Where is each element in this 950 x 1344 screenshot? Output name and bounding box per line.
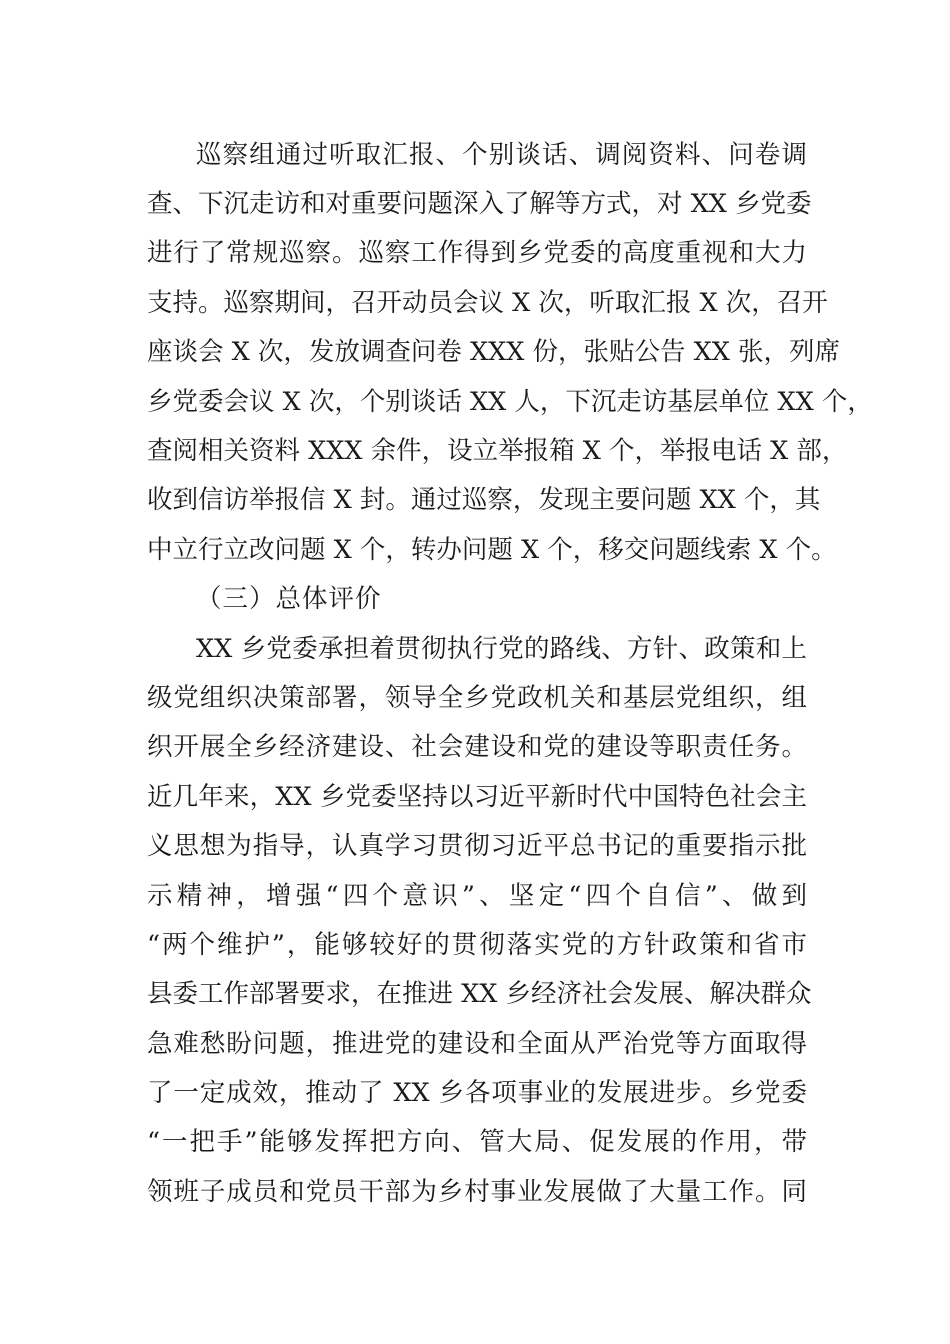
paragraph1-line-6: 乡党委会议 X 次，个别谈话 XX 人，下沉走访基层单位 XX 个， [147,387,873,417]
paragraph2-line-12: 领班子成员和党员干部为乡村事业发展做了大量工作。同 [147,1177,807,1207]
paragraph2-line-8: 县委工作部署要求，在推进 XX 乡经济社会发展、解决群众 [147,979,812,1009]
paragraph1-line-3: 进行了常规巡察。巡察工作得到乡党委的高度重视和大力 [147,238,807,268]
paragraph2-line-9: 急难愁盼问题，推进党的建设和全面从严治党等方面取得 [147,1029,807,1059]
paragraph1-line-2: 查、下沉走访和对重要问题深入了解等方式，对 XX 乡党委 [147,189,812,219]
paragraph2-line-1: XX 乡党委承担着贯彻执行党的路线、方针、政策和上 [196,634,807,664]
paragraph1-line-5: 座谈会 X 次，发放调查问卷 XXX 份，张贴公告 XX 张，列席 [147,337,841,367]
paragraph2-line-5: 义思想为指导，认真学习贯彻习近平总书记的重要指示批 [147,831,807,861]
paragraph1-line-8: 收到信访举报信 X 封。通过巡察，发现主要问题 XX 个，其 [147,485,821,515]
paragraph2-line-3: 织开展全乡经济建设、社会建设和党的建设等职责任务。 [147,732,807,762]
paragraph1-line-7: 查阅相关资料 XXX 余件，设立举报箱 X 个，举报电话 X 部， [147,436,848,466]
paragraph1-line-9: 中立行立改问题 X 个，转办问题 X 个，移交问题线索 X 个。 [147,535,837,565]
paragraph2-line-7: “两个维护”，能够较好的贯彻落实党的方针政策和省市 [147,930,807,960]
paragraph2-line-11: “一把手”能够发挥把方向、管大局、促发展的作用，带 [147,1127,807,1157]
section-heading: （三）总体评价 [196,584,382,614]
paragraph1-line-1: 巡察组通过听取汇报、个别谈话、调阅资料、问卷调 [196,140,807,170]
paragraph2-line-10: 了一定成效，推动了 XX 乡各项事业的发展进步。乡党委 [147,1078,807,1108]
paragraph1-line-4: 支持。巡察期间，召开动员会议 X 次，听取汇报 X 次，召开 [147,288,828,318]
paragraph2-line-6: 示精神，增强“四个意识”、坚定“四个自信”、做到 [147,881,807,911]
paragraph2-line-4: 近几年来，XX 乡党委坚持以习近平新时代中国特色社会主 [147,782,807,812]
paragraph2-line-2: 级党组织决策部署，领导全乡党政机关和基层党组织，组 [147,683,807,713]
